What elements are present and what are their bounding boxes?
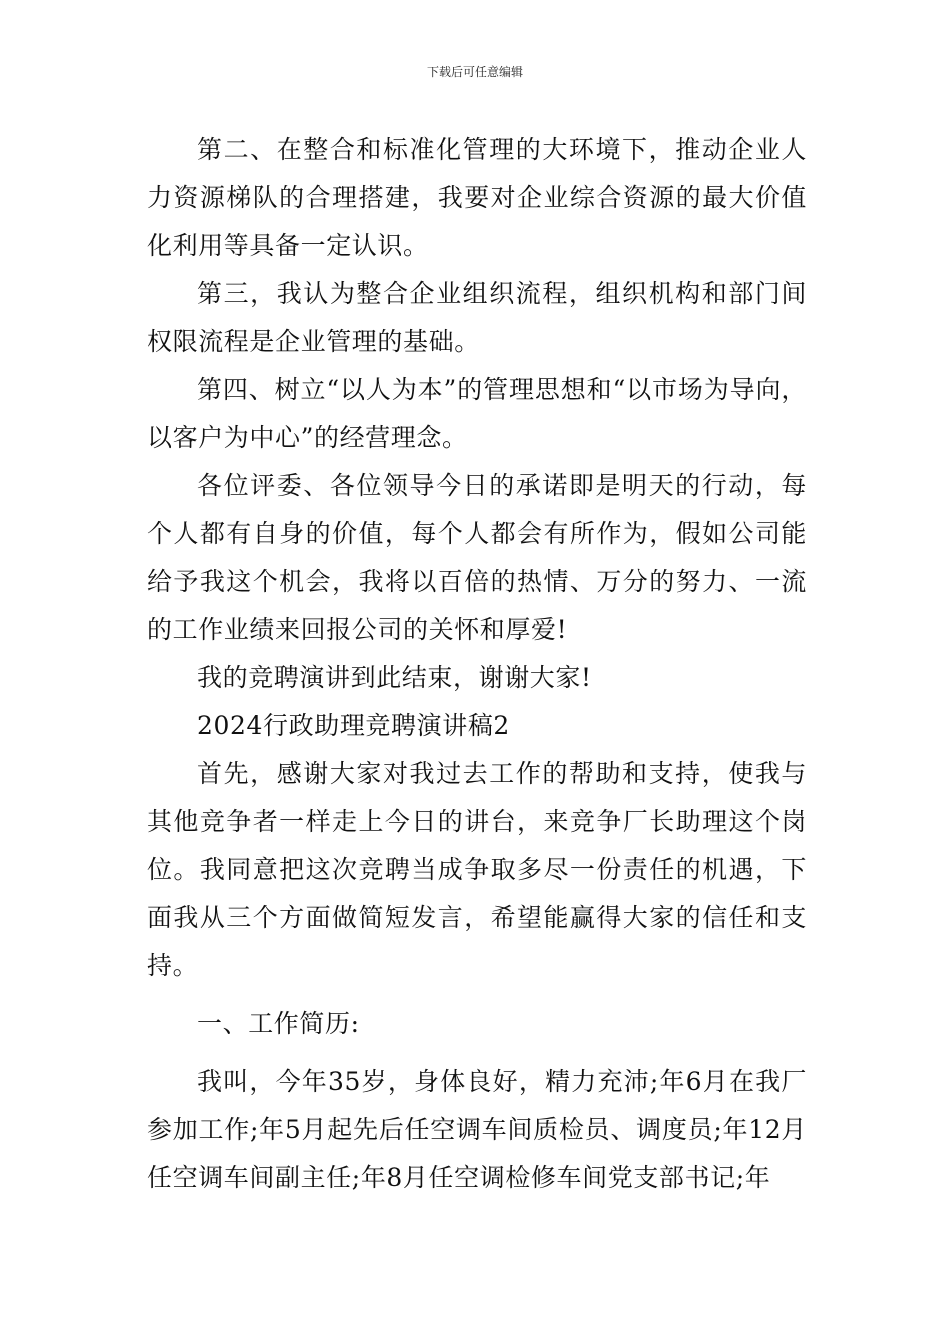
page-header-note: 下载后可任意编辑 [426,65,523,79]
paragraph-second-point: 第二、在整合和标准化管理的大环境下，推动企业人力资源梯队的合理搭建，我要对企业综合资源的最大价值化利用等具备一定认识。 [147,135,807,260]
section-title: 2024行政助理竞聘演讲稿2 [197,711,510,740]
paragraph-introduction: 首先，感谢大家对我过去工作的帮助和支持，使我与其他竞争者一样走上今日的讲台，来竞争厂长助理这个岗位。我同意把这次竞聘当成争取多尽一份责任的机遇，下面我从三个方面做简短发言，希望能赢得大家的信任和支持。 [147,759,807,980]
paragraph-work-history: 我叫，今年35岁，身体良好，精力充沛;年6月在我厂参加工作;年5月起先后任空调车间质检员、调度员;年12月任空调车间副主任;年8月任空调检修车间党支部书记;年 [147,1067,807,1192]
paragraph-fourth-point: 第四、树立“以人为本”的管理思想和“以市场为导向，以客户为中心”的经营理念。 [147,375,807,452]
section-heading-work-history: 一、工作简历: [197,1009,360,1038]
document-body [147,126,807,1202]
paragraph-third-point: 第三，我认为整合企业组织流程，组织机构和部门间权限流程是企业管理的基础。 [147,279,807,356]
paragraph-closing: 我的竞聘演讲到此结束，谢谢大家! [197,663,592,692]
paragraph-commitment: 各位评委、各位领导今日的承诺即是明天的行动，每个人都有自身的价值，每个人都会有所作为，假如公司能给予我这个机会，我将以百倍的热情、万分的努力、一流的工作业绩来回报公司的关怀和厚爱! [147,471,807,644]
